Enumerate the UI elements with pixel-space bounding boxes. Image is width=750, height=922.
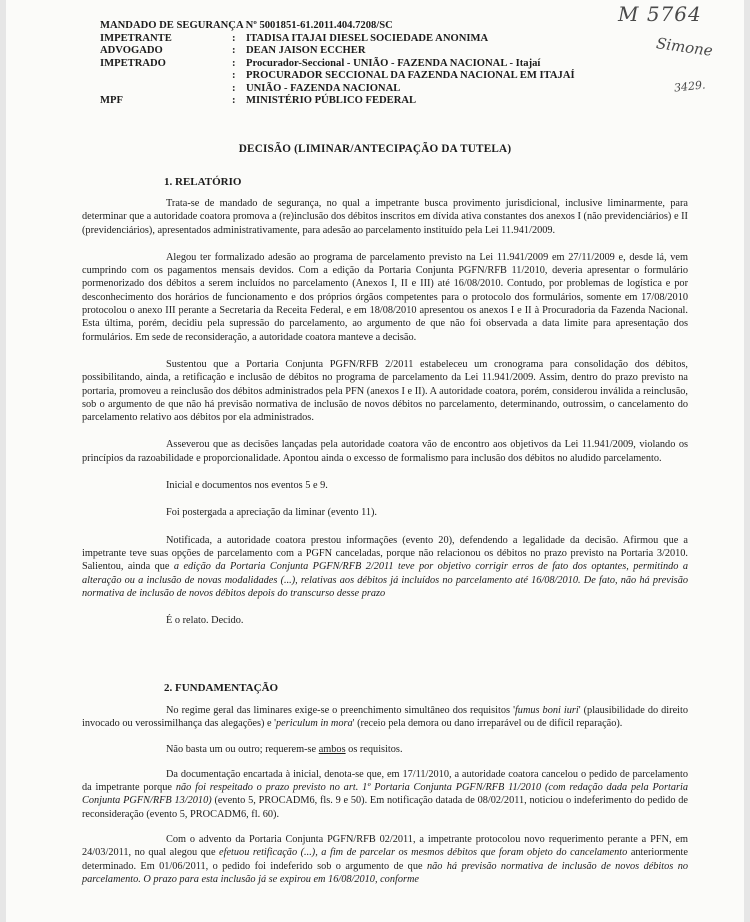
- text-run: os requisitos.: [345, 743, 403, 755]
- paragraph: [82, 704, 688, 731]
- case-header: [100, 20, 575, 108]
- paragraph: É o relato. Decido.: [166, 615, 244, 627]
- header-row-impetrado: [100, 58, 575, 71]
- quoted-text: efetuou retificação (...), a fim de parcelar os mesmos débitos que foram objeto do cancelamento: [219, 847, 628, 859]
- header-value: MINISTÉRIO PÚBLICO FEDERAL: [246, 95, 417, 106]
- text-run: Da documentação encartada à inicial, denota-se que, em 17/11/2010, a autoridade coatora cancelou o pedido de parcelamento da impetrante porque: [82, 768, 688, 794]
- header-colon: :: [232, 45, 236, 56]
- header-value: ITADISA ITAJAI DIESEL SOCIEDADE ANONIMA: [246, 32, 489, 44]
- paragraph: Alegou ter formalizado adesão ao programa de parcelamento previsto na Lei 11.941/2009 em 27/11/2009 e, desde lá, vem cumprindo com os pagamentos mensais devidos. Com a edição da Portaria Conjunta PGFN/RFB 11/2010, deveria apresentar o formulário pormenorizado dos débitos a serem incluídos no parcelamento (Anexos I, II e III) até 16/08/2010. Contudo, por problemas de logística e por desconhecimento dos horários de funcionamento e dos próprios órgãos competentes para o protocolo dos formulários, somente em 17/08/2010 protocolou o anexo III perante a Secretaria da Receita Federal, e em 18/08/2010 apresentou os anexos I e II à Procuradoria da Fazenda Nacional. Esta última, porém, decidiu pela supressão do parcelamento, ao argumento de que não foi observada a data limite para apresentação dos formulários. Em sede de reconsideração, a autoridade coatora manteve a decisão.: [82, 251, 688, 343]
- header-colon: :: [232, 95, 236, 106]
- quoted-text: não foi respeitado o prazo previsto no art. 1º Portaria Conjunta PGFN/RFB 11/2010 (com redação dada pela Portaria Conjunta PGFN/RFB 13/2010): [82, 782, 688, 807]
- header-value: Procurador-Seccional - UNIÃO - FAZENDA NACIONAL - Itajaí: [246, 57, 541, 69]
- header-colon: :: [232, 32, 236, 44]
- header-label: IMPETRADO: [100, 57, 166, 69]
- header-row-impetrado-2: [100, 70, 575, 83]
- header-colon: :: [232, 70, 236, 81]
- latin-term: fumus boni iuri: [514, 705, 579, 716]
- header-value: PROCURADOR SECCIONAL DA FAZENDA NACIONAL EM ITAJAÍ: [246, 70, 575, 81]
- underlined-text: ambos: [318, 743, 346, 755]
- header-label: ADVOGADO: [100, 45, 163, 56]
- text-run: Com o advento da Portaria Conjunta PGFN/RFB 02/2011, a impetrante protocolou novo requerimento perante a PFN, em 24/03/2011, no qual alegou que: [82, 834, 688, 859]
- header-colon: :: [232, 57, 236, 69]
- header-row-mpf: [100, 95, 575, 108]
- text-run: No regime geral das liminares exige-se o preenchimento simultâneo dos requisitos ': [166, 705, 515, 716]
- paragraph: [82, 534, 688, 600]
- header-value: UNIÃO - FAZENDA NACIONAL: [246, 82, 401, 94]
- paragraph: Asseverou que as decisões lançadas pela autoridade coatora vão de encontro aos objetivos da Lei 11.941/2009, violando os princípios da razoabilidade e proporcionalidade. Apontou ainda o excesso de formalismo para inclusão dos débitos no aludido parcelamento.: [82, 439, 688, 464]
- paragraph: [82, 768, 688, 821]
- header-row-impetrado-3: [100, 83, 575, 96]
- text-run: Notificada, a autoridade coatora prestou informações (evento 20), defendendo a legalidade da decisão. Afirmou que a impetrante teve suas opções de parcelamento com a PGFN canceladas, porque não relacionou os débitos no prazo previsto na Portaria 3/2010. Salientou, ainda que: [82, 534, 688, 573]
- header-colon: :: [232, 82, 236, 94]
- document-page: [6, 0, 744, 922]
- paragraph: Inicial e documentos nos eventos 5 e 9.: [166, 480, 328, 492]
- header-row-impetrante: [100, 33, 575, 46]
- handwritten-signature: Simone: [655, 34, 714, 60]
- text-run: ' (receio pela demora ou dano irreparável ou de difícil reparação).: [352, 718, 623, 730]
- paragraph: [82, 743, 688, 756]
- section-body-relatorio: [82, 197, 688, 627]
- quoted-text: não há previsão normativa de inclusão de novos débitos no parcelamento. O prazo para esta inclusão já se expirou em 16/08/2010, conforme: [82, 860, 688, 885]
- quoted-text: a edição da Portaria Conjunta PGFN/RFB 2/2011 teve por objetivo corrigir erros de fato dos optantes, permitindo a alteração ou a inclusão de novas modalidades (...), relativas aos débitos já incluídos no parcelamento até 16/08/2010. De fato, não há previsão normativa de inclusão de novos débitos depois do transcurso desse prazo: [82, 561, 688, 599]
- header-label: [100, 83, 232, 96]
- header-label: MPF: [100, 95, 123, 106]
- header-value: DEAN JAISON ECCHER: [246, 45, 366, 56]
- header-row-advogado: [100, 45, 575, 58]
- paragraph: Foi postergada a apreciação da liminar (evento 11).: [166, 507, 378, 519]
- latin-term: periculum in mora: [276, 718, 353, 730]
- paragraph: Trata-se de mandado de segurança, no qual a impetrante busca provimento jurisdicional, inclusive liminarmente, para determinar que a autoridade coatora promova a (re)inclusão dos débitos inscritos em dívida ativa constantes dos anexos I (não previdenciários) e II (previdenciários), apresentados administrativamente, para adesão ao parcelamento instituído pela Lei 11.941/2009.: [82, 198, 688, 236]
- paragraph: [82, 833, 688, 886]
- text-run: (evento 5, PROCADM6, fls. 9 e 50). Em notificação datada de 08/02/2011, noticiou o indeferimento do pedido de reconsideração (evento 5, PROCADM6, fl. 60).: [82, 795, 689, 820]
- case-title: MANDADO DE SEGURANÇA Nº 5001851-61.2011.404.7208/SC: [100, 20, 393, 31]
- text-run: Não basta um ou outro; requerem-se: [166, 743, 319, 755]
- header-label: [100, 70, 232, 83]
- text-run: anteriormente determinado. Em 01/06/2011, o pedido foi indeferido sob o argumento de que: [82, 847, 688, 872]
- section-body-fundamentacao: [82, 704, 688, 886]
- decision-title: DECISÃO (LIMINAR/ANTECIPAÇÃO DA TUTELA): [238, 143, 512, 155]
- section-heading-relatorio: 1. RELATÓRIO: [164, 176, 242, 188]
- paragraph: Sustentou que a Portaria Conjunta PGFN/RFB 2/2011 estabeleceu um cronograma para consolidação dos débitos, possibilitando, ainda, a retificação e inclusão de débitos no programa de parcelamento da Lei 11.941/2009. Assim, dentro do prazo previsto na portaria, promoveu a reinclusão dos débitos administrados pela PFN (anexos I e II). A autoridade coatora, porém, considerou inválida a reinclusão, sob o argumento de que não há previsão normativa de inclusão de novos débitos no parcelamento, determinando, outrossim, o cancelamento do parcelamento relativo aos débitos por ela administrados.: [82, 358, 688, 424]
- text-run: ' (plausibilidade do direito invocado ou verossimilhança das alegações) e ': [82, 705, 689, 730]
- header-label: IMPETRANTE: [100, 32, 172, 44]
- handwritten-annotation: M 5764: [618, 2, 702, 26]
- handwritten-number: 3429.: [673, 78, 707, 95]
- section-heading-fundamentacao: 2. FUNDAMENTAÇÃO: [164, 682, 279, 694]
